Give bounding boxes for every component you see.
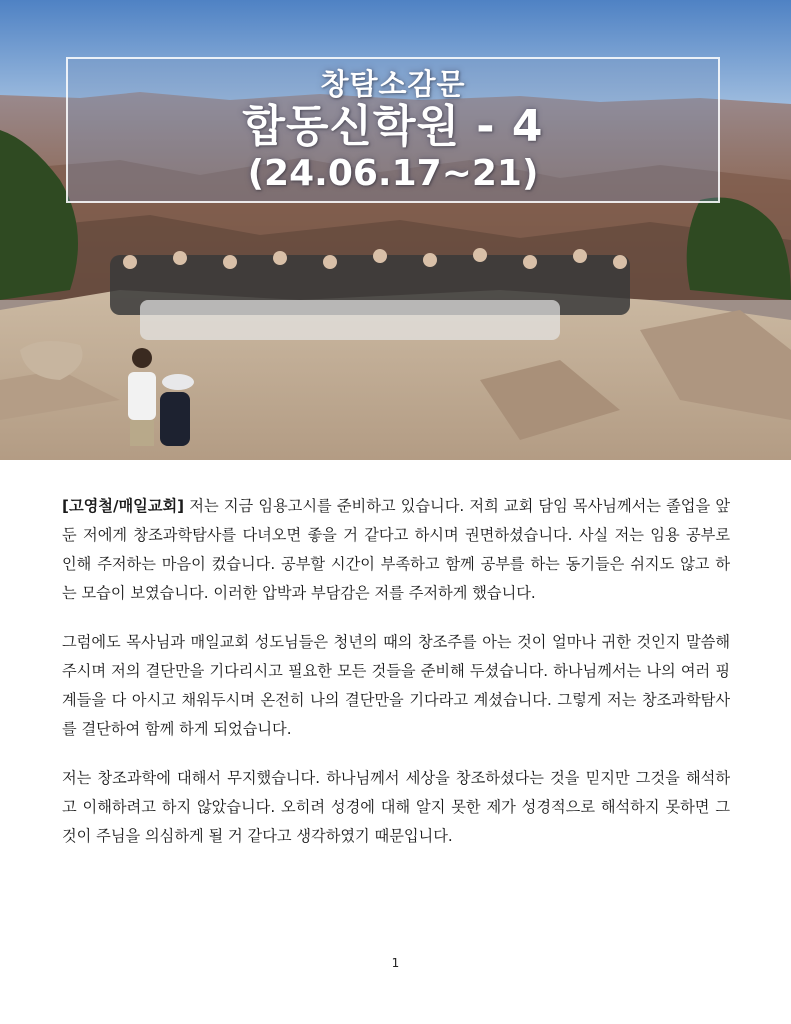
author-tag: [고영철/매일교회] (62, 497, 185, 515)
paragraph-1 (62, 492, 730, 608)
title-box (66, 57, 720, 203)
subtitle: 창탐소감문 (320, 67, 466, 101)
page-title: 합동신학원 - 4 (242, 101, 544, 152)
page-number: 1 (391, 956, 400, 970)
paragraph-1-text: 저는 지금 임용고시를 준비하고 있습니다. 저희 교회 담임 목사님께서는 졸업을 앞둔 저에게 창조과학탐사를 다녀오면 좋을 거 같다고 하시며 권면하셨습니다. 사실 저는 임용 공부로 인해 주저하는 마음이 컸습니다. 공부할 시간이 부족하고 함께 공부를 하는 동기들은 쉬지도 않고 하는 모습이 보였습니다. 이러한 압박과 부담감은 저를 주저하게 했습니다. (62, 497, 730, 602)
hero-photo (0, 0, 791, 460)
date-range: (24.06.17~21) (247, 153, 539, 194)
paragraph-3: 저는 창조과학에 대해서 무지했습니다. 하나님께서 세상을 창조하셨다는 것을 믿지만 그것을 해석하고 이해하려고 하지 않았습니다. 오히려 성경에 대해 알지 못한 제가 성경적으로 해석하지 못하면 그것이 주님을 의심하게 될 거 같다고 생각하였기 때문입니다. (62, 769, 730, 845)
paragraph-2: 그럼에도 목사님과 매일교회 성도님들은 청년의 때의 창조주를 아는 것이 얼마나 귀한 것인지 말씀해 주시며 저의 결단만을 기다리시고 필요한 모든 것들을 준비해 두셨습니다. 하나님께서는 나의 여러 핑계들을 다 아시고 채워두시며 온전히 나의 결단만을 기다라고 계셨습니다. 그렇게 저는 창조과학탐사를 결단하여 함께 하게 되었습니다. (62, 633, 730, 738)
article-body (62, 492, 730, 871)
